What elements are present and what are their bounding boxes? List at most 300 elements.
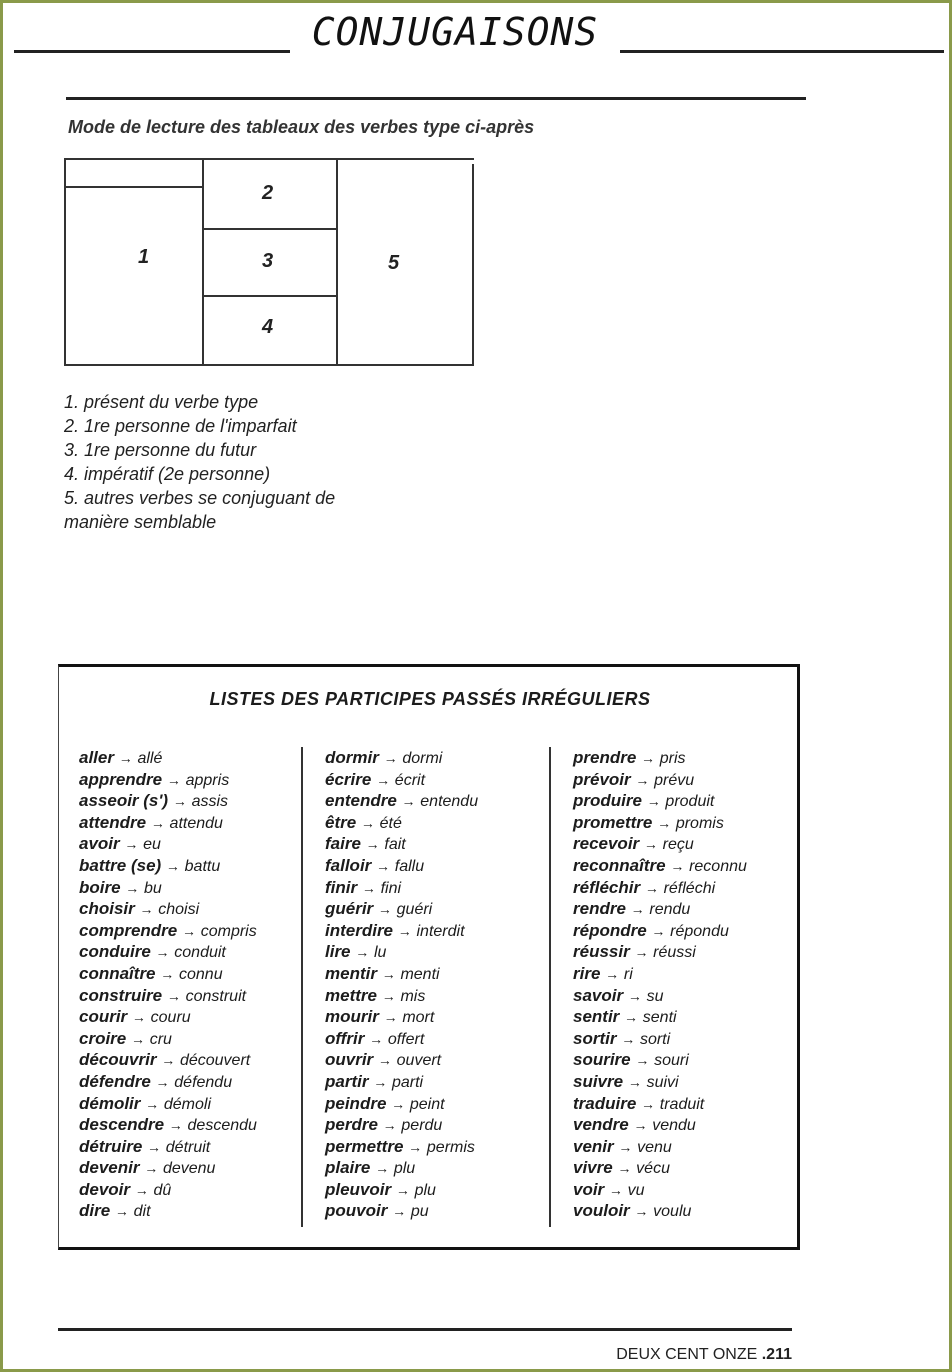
past-participle: réussi xyxy=(653,944,696,962)
arrow-icon: → xyxy=(139,901,154,918)
arrow-icon: → xyxy=(397,922,412,939)
verb-infinitive: rendre xyxy=(573,899,626,919)
arrow-icon: → xyxy=(155,944,170,961)
arrow-icon: → xyxy=(161,1052,176,1069)
arrow-icon: → xyxy=(392,1203,407,1220)
past-participle: pu xyxy=(410,1203,429,1221)
diagram-legend xyxy=(64,390,424,534)
participle-row xyxy=(79,963,319,985)
page-title: CONJUGAISONS xyxy=(290,8,620,56)
arrow-icon: → xyxy=(131,1009,146,1026)
past-participle: réfléchi xyxy=(663,879,716,897)
participle-row xyxy=(325,1200,565,1222)
participle-row xyxy=(573,1028,813,1050)
participle-row xyxy=(79,790,319,812)
verb-infinitive: écrire xyxy=(325,769,372,789)
arrow-icon: → xyxy=(376,771,391,788)
arrow-icon: → xyxy=(155,1073,170,1090)
participle-row xyxy=(325,833,565,855)
participle-row xyxy=(325,1093,565,1115)
verb-infinitive: perdre xyxy=(325,1115,378,1135)
verb-infinitive: suivre xyxy=(573,1071,624,1091)
past-participle: vécu xyxy=(636,1160,670,1178)
column-divider xyxy=(549,747,551,1227)
past-participle: détruit xyxy=(165,1138,211,1156)
verb-infinitive: descendre xyxy=(79,1115,165,1135)
verb-infinitive: interdire xyxy=(325,920,394,940)
past-participle: reconnu xyxy=(689,857,747,875)
past-participle: pris xyxy=(659,750,686,767)
past-participle: battu xyxy=(184,857,221,875)
past-participle: perdu xyxy=(401,1117,443,1135)
participle-row xyxy=(79,1200,319,1222)
past-participle: venu xyxy=(637,1138,672,1156)
past-participle: découvert xyxy=(179,1052,251,1070)
arrow-icon: → xyxy=(376,857,391,874)
past-participle: offert xyxy=(387,1030,425,1048)
arrow-icon: → xyxy=(118,750,133,766)
past-participle: mis xyxy=(400,987,426,1005)
past-participle: choisi xyxy=(158,901,200,919)
verb-infinitive: connaître xyxy=(79,963,156,983)
arrow-icon: → xyxy=(377,901,392,918)
participle-row xyxy=(573,985,813,1007)
participle-row xyxy=(573,769,813,791)
verb-infinitive: sentir xyxy=(573,1007,620,1027)
past-participle: fait xyxy=(384,836,406,854)
verb-infinitive: faire xyxy=(325,834,361,854)
section-rule xyxy=(66,97,806,100)
diagram-cell-2: 2 xyxy=(262,182,274,204)
arrow-icon: → xyxy=(168,1117,183,1134)
arrow-icon: → xyxy=(355,944,370,961)
verb-infinitive: finir xyxy=(325,877,358,897)
column-divider xyxy=(301,747,303,1227)
past-participle: produit xyxy=(665,793,715,811)
past-participle: vu xyxy=(627,1181,645,1199)
verb-infinitive: battre (se) xyxy=(79,855,162,875)
verb-infinitive: comprendre xyxy=(79,920,178,940)
participle-row xyxy=(325,1114,565,1136)
past-participle: devenu xyxy=(162,1160,216,1178)
past-participle: souri xyxy=(654,1052,689,1070)
arrow-icon: → xyxy=(641,1095,656,1112)
past-participle: suivi xyxy=(646,1073,679,1091)
arrow-icon: → xyxy=(166,987,181,1004)
participle-row xyxy=(79,1071,319,1093)
verb-infinitive: savoir xyxy=(573,985,624,1005)
past-participle: su xyxy=(646,987,664,1005)
past-participle: écrit xyxy=(394,771,426,789)
participle-row xyxy=(79,855,319,877)
arrow-icon: → xyxy=(634,1203,649,1220)
participle-row xyxy=(325,963,565,985)
verb-infinitive: guérir xyxy=(325,899,374,919)
arrow-icon: → xyxy=(160,965,175,982)
arrow-icon: → xyxy=(369,1030,384,1047)
legend-item: manière semblable xyxy=(64,512,217,532)
past-participle: dit xyxy=(133,1203,151,1221)
participle-row xyxy=(573,1114,813,1136)
arrow-icon: → xyxy=(651,922,666,939)
verb-infinitive: offrir xyxy=(325,1028,365,1048)
verb-infinitive: conduire xyxy=(79,942,151,962)
past-participle: bu xyxy=(144,879,162,897)
verb-infinitive: prendre xyxy=(573,748,637,767)
diagram-line xyxy=(202,295,336,297)
past-participle: couru xyxy=(150,1009,191,1027)
verb-infinitive: rire xyxy=(573,963,601,983)
participle-row xyxy=(79,1179,319,1201)
past-participle: compris xyxy=(200,922,257,940)
participles-box xyxy=(58,664,800,1250)
verb-infinitive: apprendre xyxy=(79,769,163,789)
past-participle: cru xyxy=(149,1030,172,1048)
participle-row xyxy=(573,920,813,942)
arrow-icon: → xyxy=(382,1117,397,1134)
verb-infinitive: produire xyxy=(573,791,642,811)
diagram-line xyxy=(202,158,204,366)
participle-row xyxy=(79,833,319,855)
participle-row xyxy=(325,920,565,942)
verb-infinitive: aller xyxy=(79,748,114,767)
past-participle: parti xyxy=(391,1073,424,1091)
participle-row xyxy=(325,1071,565,1093)
past-participle: rendu xyxy=(649,901,691,919)
arrow-icon: → xyxy=(408,1138,423,1155)
arrow-icon: → xyxy=(373,1073,388,1090)
arrow-icon: → xyxy=(618,1138,633,1155)
verb-infinitive: mourir xyxy=(325,1007,379,1027)
verb-infinitive: prévoir xyxy=(573,769,631,789)
diagram-line xyxy=(64,364,474,366)
diagram-cell-1: 1 xyxy=(138,246,150,268)
participle-row xyxy=(573,898,813,920)
legend-item: 2. 1re personne de l'imparfait xyxy=(64,416,297,436)
participle-row xyxy=(325,855,565,877)
legend-item: 1. présent du verbe type xyxy=(64,392,259,412)
verb-infinitive: boire xyxy=(79,877,121,897)
arrow-icon: → xyxy=(375,1160,390,1177)
participle-row xyxy=(79,747,319,769)
participle-row xyxy=(573,1006,813,1028)
diagram-cell-3: 3 xyxy=(262,250,274,272)
diagram-cell-5: 5 xyxy=(388,252,400,274)
verb-infinitive: vivre xyxy=(573,1158,613,1178)
verb-infinitive: ouvrir xyxy=(325,1050,374,1070)
arrow-icon: → xyxy=(181,922,196,939)
arrow-icon: → xyxy=(172,793,187,810)
participle-row xyxy=(79,898,319,920)
arrow-icon: → xyxy=(130,1030,145,1047)
page-number: .211 xyxy=(761,1346,792,1363)
arrow-icon: → xyxy=(644,879,659,896)
arrow-icon: → xyxy=(391,1095,406,1112)
arrow-icon: → xyxy=(395,1181,410,1198)
verb-infinitive: construire xyxy=(79,985,163,1005)
participle-row xyxy=(573,1049,813,1071)
verb-infinitive: falloir xyxy=(325,855,372,875)
arrow-icon: → xyxy=(145,1095,160,1112)
arrow-icon: → xyxy=(125,879,140,896)
past-participle: assis xyxy=(191,793,229,811)
verb-infinitive: traduire xyxy=(573,1093,637,1113)
arrow-icon: → xyxy=(124,836,139,853)
verb-infinitive: sortir xyxy=(573,1028,617,1048)
verb-infinitive: partir xyxy=(325,1071,369,1091)
verb-infinitive: défendre xyxy=(79,1071,151,1091)
participle-row xyxy=(79,920,319,942)
past-participle: prévu xyxy=(654,771,695,789)
participle-row xyxy=(573,790,813,812)
arrow-icon: → xyxy=(635,1052,650,1069)
past-participle: reçu xyxy=(662,836,694,854)
diagram-line xyxy=(64,158,66,366)
verb-infinitive: lire xyxy=(325,942,351,962)
reading-diagram xyxy=(64,158,474,366)
past-participle: été xyxy=(379,814,402,832)
past-participle: conduit xyxy=(174,944,226,962)
participle-row xyxy=(573,855,813,877)
verb-infinitive: recevoir xyxy=(573,834,640,854)
past-participle: permis xyxy=(426,1138,475,1156)
past-participle: dû xyxy=(153,1181,172,1199)
arrow-icon: → xyxy=(365,836,380,853)
verb-infinitive: croire xyxy=(79,1028,127,1048)
past-participle: défendu xyxy=(174,1073,233,1091)
participle-row xyxy=(573,941,813,963)
participle-row xyxy=(573,747,813,769)
arrow-icon: → xyxy=(165,857,180,874)
arrow-icon: → xyxy=(627,1073,642,1090)
verb-infinitive: réfléchir xyxy=(573,877,641,897)
arrow-icon: → xyxy=(627,987,642,1004)
verb-infinitive: réussir xyxy=(573,942,630,962)
participle-row xyxy=(79,1006,319,1028)
participle-row xyxy=(79,1157,319,1179)
past-participle: fini xyxy=(380,879,402,897)
participle-row xyxy=(325,1157,565,1179)
past-participle: senti xyxy=(642,1009,677,1027)
arrow-icon: → xyxy=(383,1009,398,1026)
past-participle: plu xyxy=(414,1181,436,1199)
verb-infinitive: être xyxy=(325,812,357,832)
participles-column-2 xyxy=(325,747,565,1222)
verb-infinitive: voir xyxy=(573,1179,605,1199)
verb-infinitive: démolir xyxy=(79,1093,141,1113)
arrow-icon: → xyxy=(634,944,649,961)
participle-row xyxy=(573,1157,813,1179)
arrow-icon: → xyxy=(381,987,396,1004)
mode-heading: Mode de lecture des tableaux des verbes type ci-après xyxy=(68,117,535,137)
participle-row xyxy=(573,1179,813,1201)
diagram-line xyxy=(64,158,474,160)
verb-infinitive: plaire xyxy=(325,1158,371,1178)
arrow-icon: → xyxy=(383,750,398,766)
legend-item: 5. autres verbes se conjuguant de xyxy=(64,488,336,508)
past-participle: ouvert xyxy=(396,1052,442,1070)
page-footer xyxy=(616,1346,792,1364)
arrow-icon: → xyxy=(617,1160,632,1177)
verb-infinitive: asseoir (s') xyxy=(79,791,169,811)
participle-row xyxy=(325,941,565,963)
past-participle: ri xyxy=(623,965,633,983)
participles-column-3 xyxy=(573,747,813,1222)
diagram-line xyxy=(202,228,336,230)
participle-row xyxy=(79,1049,319,1071)
arrow-icon: → xyxy=(646,793,661,810)
verb-infinitive: pouvoir xyxy=(325,1201,388,1221)
participle-row xyxy=(573,877,813,899)
past-participle: répondu xyxy=(670,922,729,940)
past-participle: voulu xyxy=(653,1203,692,1221)
participle-row xyxy=(325,877,565,899)
verb-infinitive: choisir xyxy=(79,899,135,919)
participle-row xyxy=(573,1071,813,1093)
participle-row xyxy=(325,1179,565,1201)
participle-row xyxy=(79,1114,319,1136)
arrow-icon: → xyxy=(670,857,685,874)
past-participle: dormi xyxy=(402,750,443,767)
participle-row xyxy=(325,769,565,791)
past-participle: entendu xyxy=(420,793,479,811)
arrow-icon: → xyxy=(657,814,672,831)
legend-item: 4. impératif (2e personne) xyxy=(64,464,271,484)
footer-rule xyxy=(58,1328,792,1331)
arrow-icon: → xyxy=(643,836,658,853)
arrow-icon: → xyxy=(633,1117,648,1134)
verb-infinitive: découvrir xyxy=(79,1050,157,1070)
past-participle: guéri xyxy=(396,901,433,919)
participle-row xyxy=(325,985,565,1007)
participle-row xyxy=(325,790,565,812)
participle-row xyxy=(325,1136,565,1158)
diagram-line xyxy=(336,158,338,366)
footer-text: DEUX CENT ONZE xyxy=(616,1346,758,1363)
participle-row xyxy=(79,769,319,791)
past-participle: traduit xyxy=(659,1095,705,1113)
past-participle: appris xyxy=(185,771,230,789)
participle-row xyxy=(325,1028,565,1050)
participle-row xyxy=(325,1049,565,1071)
verb-infinitive: attendre xyxy=(79,812,147,832)
diagram-line xyxy=(64,186,202,188)
participle-row xyxy=(573,1200,813,1222)
arrow-icon: → xyxy=(360,814,375,831)
verb-infinitive: dire xyxy=(79,1201,111,1221)
arrow-icon: → xyxy=(361,879,376,896)
arrow-icon: → xyxy=(608,1181,623,1198)
arrow-icon: → xyxy=(144,1160,159,1177)
verb-infinitive: vendre xyxy=(573,1115,629,1135)
past-participle: descendu xyxy=(187,1117,257,1135)
verb-infinitive: peindre xyxy=(325,1093,387,1113)
verb-infinitive: pleuvoir xyxy=(325,1179,392,1199)
participle-row xyxy=(325,747,565,769)
participle-row xyxy=(79,1093,319,1115)
participle-row xyxy=(325,812,565,834)
arrow-icon: → xyxy=(150,814,165,831)
diagram-line xyxy=(472,164,474,366)
past-participle: connu xyxy=(179,965,223,983)
participle-row xyxy=(325,1006,565,1028)
participle-row xyxy=(573,1136,813,1158)
verb-infinitive: mentir xyxy=(325,963,377,983)
participle-row xyxy=(79,812,319,834)
verb-infinitive: avoir xyxy=(79,834,120,854)
arrow-icon: → xyxy=(381,965,396,982)
past-participle: promis xyxy=(675,814,724,832)
verb-infinitive: détruire xyxy=(79,1136,143,1156)
verb-infinitive: vouloir xyxy=(573,1201,630,1221)
arrow-icon: → xyxy=(114,1203,129,1220)
participle-row xyxy=(573,833,813,855)
past-participle: plu xyxy=(393,1160,416,1178)
past-participle: attendu xyxy=(169,814,223,832)
arrow-icon: → xyxy=(605,965,620,982)
participle-row xyxy=(573,812,813,834)
past-participle: eu xyxy=(143,836,161,854)
participle-row xyxy=(79,941,319,963)
past-participle: menti xyxy=(400,965,440,983)
arrow-icon: → xyxy=(134,1181,149,1198)
arrow-icon: → xyxy=(166,771,181,788)
participle-row xyxy=(573,1093,813,1115)
past-participle: fallu xyxy=(394,857,425,875)
participles-column-1 xyxy=(79,747,319,1222)
arrow-icon: → xyxy=(621,1030,636,1047)
participles-heading: LISTES DES PARTICIPES PASSÉS IRRÉGULIERS xyxy=(209,689,651,709)
arrow-icon: → xyxy=(635,771,650,788)
arrow-icon: → xyxy=(641,750,656,766)
verb-infinitive: répondre xyxy=(573,920,647,940)
verb-infinitive: mettre xyxy=(325,985,377,1005)
past-participle: allé xyxy=(137,750,163,767)
past-participle: démoli xyxy=(163,1095,212,1113)
verb-infinitive: venir xyxy=(573,1136,614,1156)
verb-infinitive: entendre xyxy=(325,791,397,811)
past-participle: mort xyxy=(402,1009,435,1027)
legend-item: 3. 1re personne du futur xyxy=(64,440,257,460)
diagram-cell-4: 4 xyxy=(262,316,274,338)
verb-infinitive: promettre xyxy=(573,812,653,832)
arrow-icon: → xyxy=(630,901,645,918)
participle-row xyxy=(573,963,813,985)
participle-row xyxy=(79,1136,319,1158)
verb-infinitive: permettre xyxy=(325,1136,404,1156)
past-participle: vendu xyxy=(652,1117,696,1135)
arrow-icon: → xyxy=(377,1052,392,1069)
past-participle: construit xyxy=(185,987,247,1005)
verb-infinitive: dormir xyxy=(325,748,379,767)
verb-infinitive: devenir xyxy=(79,1158,140,1178)
arrow-icon: → xyxy=(147,1138,162,1155)
past-participle: peint xyxy=(409,1095,445,1113)
verb-infinitive: sourire xyxy=(573,1050,631,1070)
participle-row xyxy=(79,985,319,1007)
past-participle: sorti xyxy=(639,1030,671,1048)
arrow-icon: → xyxy=(401,793,416,810)
participle-row xyxy=(79,877,319,899)
participle-row xyxy=(325,898,565,920)
participle-row xyxy=(79,1028,319,1050)
past-participle: lu xyxy=(374,944,387,962)
verb-infinitive: courir xyxy=(79,1007,128,1027)
past-participle: interdit xyxy=(416,922,465,940)
verb-infinitive: devoir xyxy=(79,1179,131,1199)
arrow-icon: → xyxy=(624,1009,639,1026)
verb-infinitive: reconnaître xyxy=(573,855,666,875)
